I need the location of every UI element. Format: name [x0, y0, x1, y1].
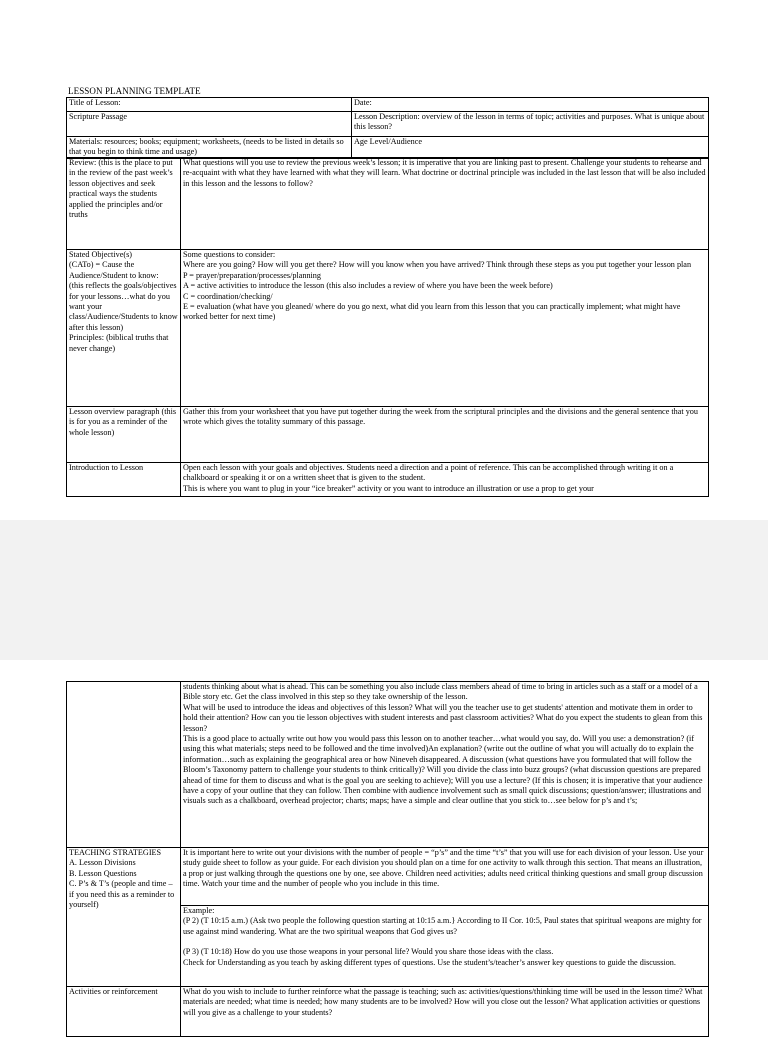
row-scripture-description: [67, 112, 709, 137]
review-label-cell: Review: (this is the place to put in the review of the past week’s lesson objectives and seek practical ways the students applied the principles and/or truths: [67, 158, 181, 250]
materials-cell: Materials: resources; books; equipment; worksheets, (needs to be listed in details so that you begin to think time and usage): [67, 137, 352, 159]
objectives-label-cell: Stated Objective(s) (CATo) = Cause the Audience/Student to know: (this reflects the goals/objectives for your lessons…what do you want your class/Audience/Students to know after this lesson) Principles: (biblical truths that never change): [67, 250, 181, 407]
row-teaching-strategies: [67, 848, 709, 987]
row-materials-age: [67, 137, 709, 159]
introduction-continued-label-cell: [67, 682, 181, 848]
row-activities: [67, 987, 709, 1037]
row-introduction: [67, 463, 709, 497]
page-gap: [0, 520, 768, 660]
review-text-cell: What questions will you use to review the previous week’s lesson; it is imperative that you are linking past to present. Challenge your students to rehearse and re-acquaint with what they have learned with what they will learn. What doctrine or doctrinal principle was included in the last lesson that will be also included in this lesson and the lessons to follow?: [181, 158, 709, 250]
teaching-example-block: Example: (P 2) (T 10:15 a.m.) (Ask two people the following question starting at 10:15 a.m.} According to II Cor. 10:5, Paul states that spiritual weapons are mighty for use against mind wandering. What are the two spiritual weapons that God gives us? (P 3) (T 10:18) How do you use those weapons in your personal life? Would you share those ideas with the class. Check for Understanding as you teach by asking different types of questions. Use the student’s/teacher’s answer key questions to guide the discussion.: [183, 906, 702, 967]
teaching-divisions-block: It is important here to write out your divisions with the number of people = “p’s” and the time “t’s” that you will use for each division of your lesson. Use your study guide sheet to follow as your guide. For each division you should plan on a time for one activity to walk through this section. That means an illustration, a prop or just walking through the questions one by one, see above. Children need activities; adults need critical thinking questions and small group discussion time. Watch your time and the number of people who you include in this time.: [181, 848, 708, 906]
objectives-text-cell: Some questions to consider: Where are you going? How will you get there? How will you know when you have arrived? Think through these steps as you put together your lesson plan P = prayer/preparation/processes/planning A = active activities to introduce the lesson (this also includes a review of where you have been the week before) C = coordination/checking/ E = evaluation (what have you gleaned/ where do you go next, what did you learn from this lesson that you can practically implement; what might have worked better for next time): [181, 250, 709, 407]
introduction-continued-text-cell: students thinking about what is ahead. This can be something you also include class members ahead of time to bring in articles such as a staff or a model of a Bible story etc. Get the class involved in this step so they take ownership of the lesson. What will be used to introduce the ideas and objectives of this lesson? What will you the teacher use to get students' attention and motivate them in order to hold their attention? How can you tie lesson objectives with student interests and past classroom activities? What do you expect the students to glean from this lesson? This is a good place to actually write out how you would pass this lesson on to another teacher…what would you say, do. Will you use: a demonstration? (if using this what materials; steps need to be followed and the time involved)An explanation? (write out the outline of what you will actually do to explain the information…such as explaining the geographical area or how Nineveh disappeared. A discussion (what questions have you formulated that will follow the Bloom’s Taxonomy pattern to challenge your students to think critically)? Will you divide the class into buzz groups? (what discussion questions are prepared ahead of time for them to discuss and what is the goal you are seeking to achieve); Will you use a lecture? (If this is chosen; it is imperative that your audience have a copy of your outline that they can follow. Then combine with audience involvement such as small quick discussions; question/answer; illustrations and visuals such as a chalkboard, overhead projector; charts; maps; have a simple and clear outline that you stick to…see below for p’s and t’s;: [181, 682, 709, 848]
row-title-date: [67, 98, 709, 112]
activities-text-cell: What do you wish to include to further reinforce what the passage is teaching; such as: activities/questions/thinking time will be used in the lesson time? What materials are needed; what time is needed; how many students are to be involved? How will you close out the lesson? What application activities or questions will you give as a challenge to your students?: [181, 987, 709, 1037]
teaching-strategies-text-cell: [181, 848, 709, 987]
lesson-template-table-continued: [66, 681, 709, 1037]
overview-label-cell: Lesson overview paragraph (this is for you as a reminder of the whole lesson): [67, 407, 181, 463]
lesson-template-table-top: [66, 97, 709, 159]
title-of-lesson-cell: Title of Lesson:: [67, 98, 352, 112]
date-cell: Date:: [352, 98, 709, 112]
row-overview: [67, 407, 709, 463]
lesson-template-table-main: [66, 157, 709, 497]
lesson-description-cell: Lesson Description: overview of the lesson in terms of topic; activities and purposes. What is unique about this lesson?: [352, 112, 709, 137]
activities-label-cell: Activities or reinforcement: [67, 987, 181, 1037]
introduction-label-cell: Introduction to Lesson: [67, 463, 181, 497]
scripture-passage-cell: Scripture Passage: [67, 112, 352, 137]
document-title: LESSON PLANNING TEMPLATE: [68, 86, 201, 96]
row-objectives: [67, 250, 709, 407]
page-two: [0, 660, 768, 1024]
row-introduction-continued: [67, 682, 709, 848]
introduction-text-cell: Open each lesson with your goals and objectives. Students need a direction and a point of reference. This can be accomplished through writing it on a chalkboard or speaking it or on a written sheet that is given to the student. This is where you want to plug in your “ice breaker” activity or you want to introduce an illustration or use a prop to get your: [181, 463, 709, 497]
age-level-cell: Age Level/Audience: [352, 137, 709, 159]
teaching-strategies-label-cell: TEACHING STRATEGIES A. Lesson Divisions B. Lesson Questions C. P’s & T’s (people and time – if you need this as a reminder to yourself): [67, 848, 181, 987]
row-review: [67, 158, 709, 250]
overview-text-cell: Gather this from your worksheet that you have put together during the week from the scriptural principles and the divisions and the general sentence that you wrote which gives the totality summary of this passage.: [181, 407, 709, 463]
